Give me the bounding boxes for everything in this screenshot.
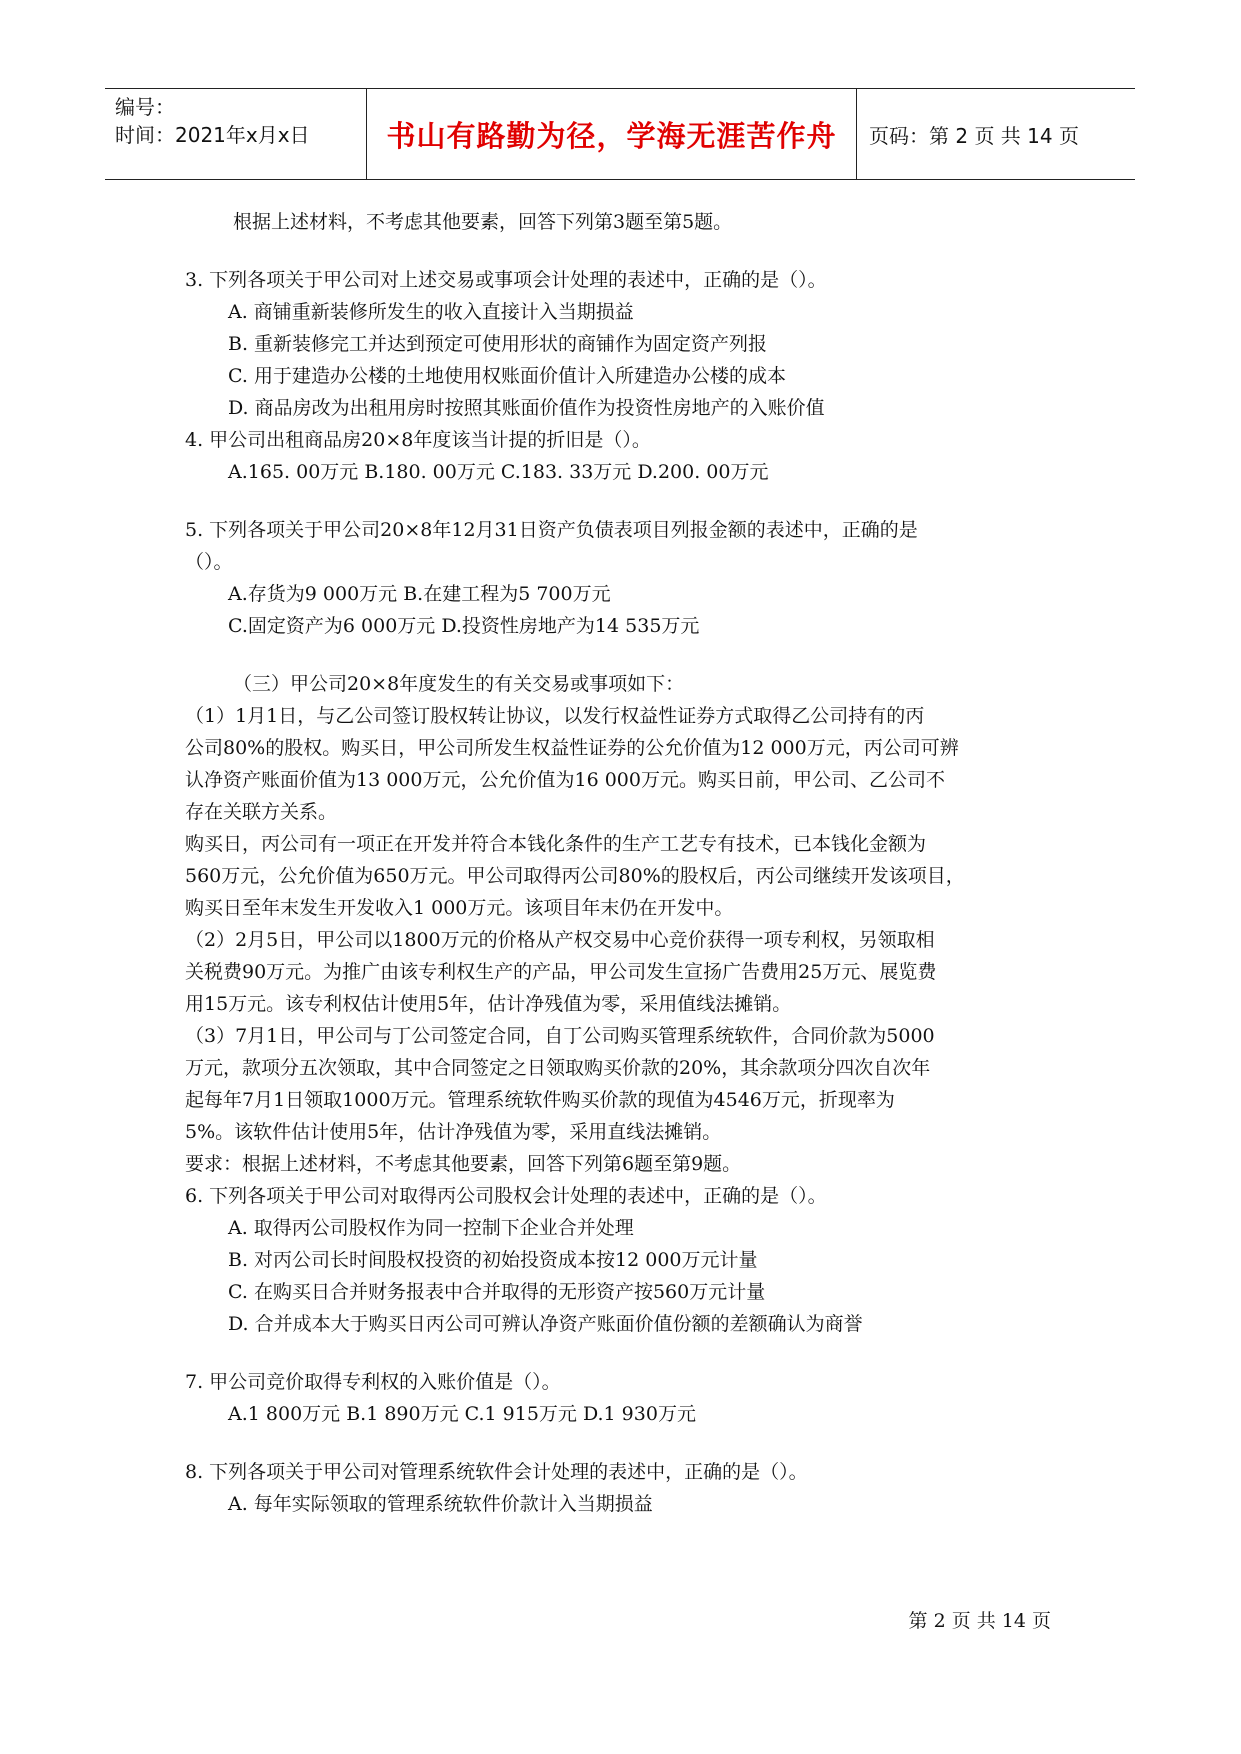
section-3-line: 购买日，丙公司有一项正在开发并符合本钱化条件的生产工艺专有技术，已本钱化金额为 (185, 833, 927, 855)
section-3-line: 560万元，公允价值为650万元。甲公司取得丙公司80%的股权后，丙公司继续开发该项目， (185, 865, 965, 887)
question-6-option-c: C. 在购买日合并财务报表中合并取得的无形资产按560万元计量 (228, 1281, 766, 1303)
question-6-option-d: D. 合并成本大于购买日丙公司可辨认净资产账面价值份额的差额确认为商誉 (228, 1313, 863, 1335)
page-header (105, 88, 1135, 180)
header-meta (105, 89, 367, 179)
section-3-line: 起每年7月1日领取1000万元。管理系统软件购买价款的现值为4546万元，折现率为 (185, 1089, 895, 1111)
number-label: 编号： (115, 95, 175, 119)
question-5-stem-cont: （）。 (185, 551, 233, 573)
section-3-line: 认净资产账面价值为13 000万元，公允价值为16 000万元。购买日前，甲公司、乙公司不 (185, 769, 945, 791)
section-3-line: （3）7月1日，甲公司与丁公司签定合同，自丁公司购买管理系统软件，合同价款为5000 (185, 1025, 935, 1047)
question-3-option-d: D. 商品房改为出租用房时按照其账面价值作为投资性房地产的入账价值 (228, 397, 825, 419)
question-6-option-a: A. 取得丙公司股权作为同一控制下企业合并处理 (228, 1217, 634, 1239)
question-5-stem: 5. 下列各项关于甲公司20×8年12月31日资产负债表项目列报金额的表述中，正确的是 (185, 519, 918, 541)
section-3-line: 万元，款项分五次领取，其中合同签定之日领取购买价款的20%，其余款项分四次自次年 (185, 1057, 931, 1079)
question-6-option-b: B. 对丙公司长时间股权投资的初始投资成本按12 000万元计量 (228, 1249, 758, 1271)
question-3-option-b: B. 重新装修完工并达到预定可使用形状的商铺作为固定资产列报 (228, 333, 768, 355)
page-footer: 第 2 页 共 14 页 (908, 1610, 1051, 1632)
question-3-stem: 3. 下列各项关于甲公司对上述交易或事项会计处理的表述中，正确的是（）。 (185, 269, 827, 291)
section-3-line: 关税费90万元。为推广由该专利权生产的产品，甲公司发生宣扬广告费用25万元、展览费 (185, 961, 937, 983)
question-7-options: A.1 800万元 B.1 890万元 C.1 915万元 D.1 930万元 (228, 1403, 696, 1425)
section-3-title: （三）甲公司20×8年度发生的有关交易或事项如下： (233, 673, 685, 695)
question-4-stem: 4. 甲公司出租商品房20×8年度该当计提的折旧是（）。 (185, 429, 651, 451)
section-3-line: （2）2月5日，甲公司以1800万元的价格从产权交易中心竞价获得一项专利权，另领取相 (185, 929, 935, 951)
question-8-stem: 8. 下列各项关于甲公司对管理系统软件会计处理的表述中，正确的是（）。 (185, 1461, 808, 1483)
header-page-label: 页码：第 2 页 共 14 页 (869, 123, 1079, 148)
question-3-option-a: A. 商铺重新装修所发生的收入直接计入当期损益 (228, 301, 634, 323)
time-label: 时间：2021年x月x日 (115, 123, 310, 147)
question-5-options-2: C.固定资产为6 000万元 D.投资性房地产为14 535万元 (228, 615, 700, 637)
section-3-requirement: 要求：根据上述材料，不考虑其他要素，回答下列第6题至第9题。 (185, 1153, 742, 1175)
intro-text: 根据上述材料，不考虑其他要素，回答下列第3题至第5题。 (233, 211, 733, 233)
section-3-line: 5%。该软件估计使用5年，估计净残值为零，采用直线法摊销。 (185, 1121, 722, 1143)
question-8-option-a: A. 每年实际领取的管理系统软件价款计入当期损益 (228, 1493, 653, 1515)
document-body (185, 206, 1065, 1520)
question-4-options: A.165. 00万元 B.180. 00万元 C.183. 33万元 D.200. 00万元 (228, 461, 769, 483)
question-6-stem: 6. 下列各项关于甲公司对取得丙公司股权会计处理的表述中，正确的是（）。 (185, 1185, 827, 1207)
header-motto: 书山有路勤为径，学海无涯苦作舟 (367, 89, 857, 179)
section-3-line: 购买日至年末发生开发收入1 000万元。该项目年末仍在开发中。 (185, 897, 734, 919)
question-3-option-c: C. 用于建造办公楼的土地使用权账面价值计入所建造办公楼的成本 (228, 365, 786, 387)
section-3-line: （1）1月1日，与乙公司签订股权转让协议，以发行权益性证券方式取得乙公司持有的丙 (185, 705, 925, 727)
question-7-stem: 7. 甲公司竞价取得专利权的入账价值是（）。 (185, 1371, 561, 1393)
section-3-line: 公司80%的股权。购买日，甲公司所发生权益性证券的公允价值为12 000万元，丙公司可辨 (185, 737, 959, 759)
question-5-options-1: A.存货为9 000万元 B.在建工程为5 700万元 (228, 583, 611, 605)
section-3-line: 用15万元。该专利权估计使用5年，估计净残值为零，采用值线法摊销。 (185, 993, 792, 1015)
section-3-line: 存在关联方关系。 (185, 801, 338, 823)
